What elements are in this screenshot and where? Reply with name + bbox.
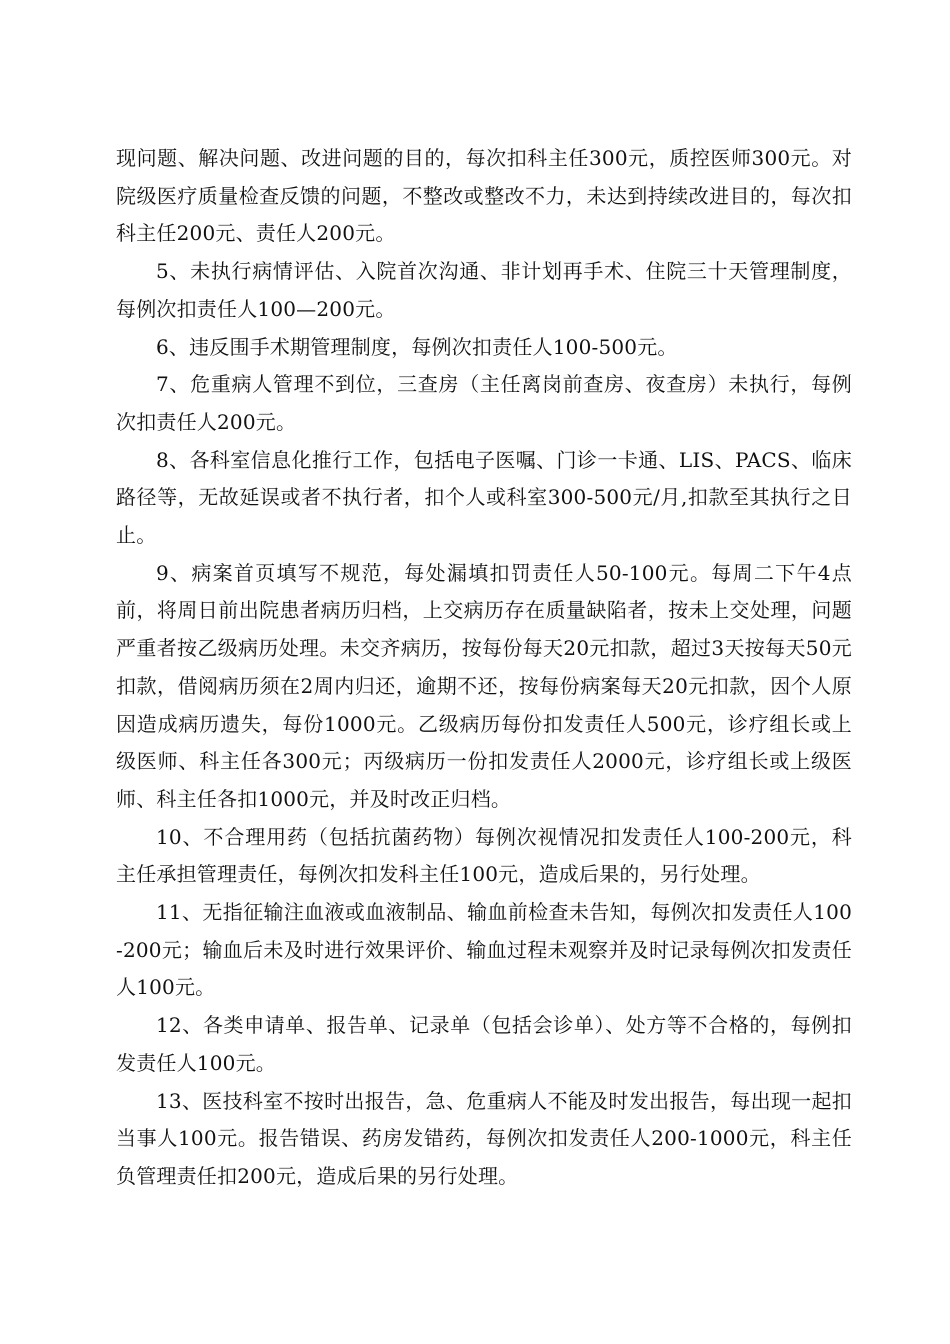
paragraph-item-7: 7、危重病人管理不到位，三查房（主任离岗前查房、夜查房）未执行，每例次扣责任人200元。 bbox=[116, 372, 852, 434]
paragraph-item-10: 10、不合理用药（包括抗菌药物）每例次视情况扣发责任人100-200元，科主任承担管理责任，每例次扣发科主任100元，造成后果的，另行处理。 bbox=[116, 824, 852, 887]
paragraph-continuation: 现问题、解决问题、改进问题的目的，每次扣科主任300元，质控医师300元。对院级医疗质量检查反馈的问题，不整改或整改不力，未达到持续改进目的，每次扣科主任200元、责任人200元。 bbox=[116, 146, 852, 246]
paragraph-item-8: 8、各科室信息化推行工作，包括电子医嘱、门诊一卡通、LIS、PACS、临床路径等，无故延误或者不执行者，扣个人或科室300-500元/月,扣款至其执行之日止。 bbox=[116, 447, 852, 548]
paragraph-item-12: 12、各类申请单、报告单、记录单（包括会诊单）、处方等不合格的，每例扣发责任人100元。 bbox=[116, 1013, 852, 1075]
paragraph-item-6: 6、违反围手术期管理制度，每例次扣责任人100-500元。 bbox=[156, 334, 678, 359]
paragraph-item-11: 11、无指征输注血液或血液制品、输血前检查未告知，每例次扣发责任人100-200元；输血后未及时进行效果评价、输血过程未观察并及时记录每例次扣发责任人100元。 bbox=[116, 900, 852, 1000]
paragraph-item-9: 9、病案首页填写不规范，每处漏填扣罚责任人50-100元。每周二下午4点前，将周日前出院患者病历归档，上交病历存在质量缺陷者，按未上交处理，问题严重者按乙级病历处理。未交齐病历，按每份每天20元扣款，超过3天按每天50元扣款，借阅病历须在2周内归还，逾期不还，按每份病案每天20元扣款，因个人原因造成病历遗失，每份1000元。乙级病历每份扣发责任人500元，诊疗组长或上级医师、科主任各300元；丙级病历一份扣发责任人2000元，诊疗组长或上级医师、科主任各扣1000元，并及时改正归档。 bbox=[116, 560, 852, 811]
paragraph-item-5: 5、未执行病情评估、入院首次沟通、非计划再手术、住院三十天管理制度，每例次扣责任人100—200元。 bbox=[116, 259, 852, 321]
paragraph-item-13: 13、医技科室不按时出报告，急、危重病人不能及时发出报告，每出现一起扣当事人100元。报告错误、药房发错药，每例次扣发责任人200-1000元，科主任负管理责任扣200元，造成后果的另行处理。 bbox=[116, 1088, 852, 1188]
document-body bbox=[116, 140, 852, 1196]
